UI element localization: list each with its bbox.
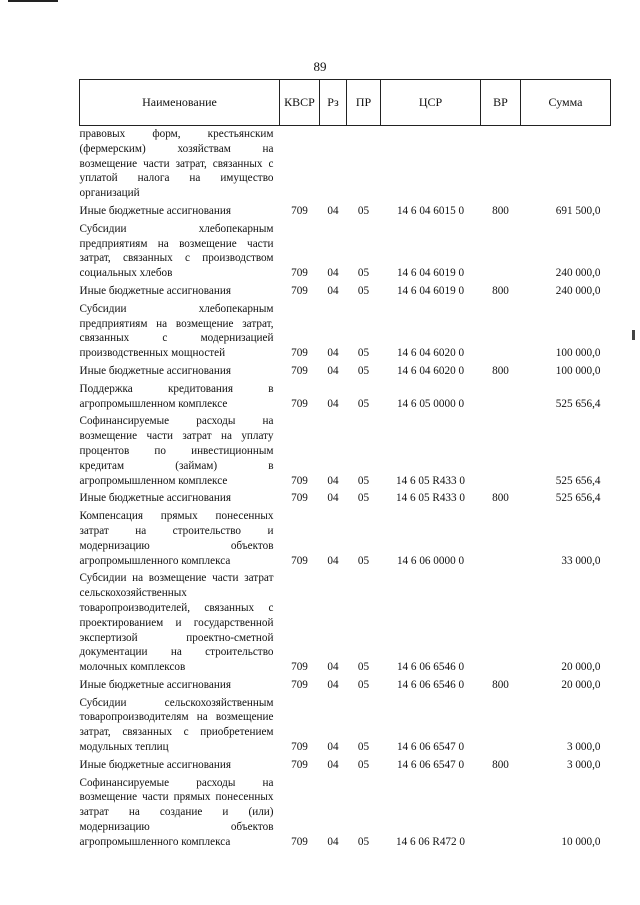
cell-vr — [481, 695, 521, 757]
table-header — [80, 80, 611, 126]
cell-sum: 10 000,0 — [561, 835, 601, 848]
header-sum: Сумма — [521, 80, 611, 126]
cell-kvsr: 709 — [291, 284, 308, 297]
cell-sum: 525 656,4 — [555, 492, 601, 505]
cell-sum: 525 656,4 — [555, 397, 601, 410]
cell-csr: 14 6 05 R433 0 — [396, 474, 465, 487]
cell-csr: 14 6 06 6547 0 — [396, 741, 465, 754]
cell-kvsr: 709 — [291, 492, 308, 505]
cell-csr: 14 6 05 0000 0 — [396, 397, 465, 410]
cell-csr: 14 6 06 6546 0 — [396, 678, 465, 691]
cell-name: Компенсация прямых понесенных затрат на строительство и модернизацию объектов агропромышленного комплекса — [79, 510, 274, 567]
table-row — [80, 363, 611, 381]
cell-sum: 240 000,0 — [555, 284, 601, 297]
cell-csr: 14 6 06 0000 0 — [396, 554, 465, 567]
cell-pr: 05 — [357, 347, 370, 360]
cell-sum: 20 000,0 — [561, 661, 601, 674]
cell-vr: 800 — [492, 492, 509, 505]
cell-pr: 05 — [357, 267, 370, 280]
cell-csr: 14 6 04 6019 0 — [396, 284, 465, 297]
header-csr: ЦСР — [381, 80, 481, 126]
cell-csr: 14 6 05 R433 0 — [396, 492, 465, 505]
cell-name: Иные бюджетные ассигнования — [79, 364, 231, 377]
table-row — [80, 757, 611, 775]
table-body — [80, 126, 611, 852]
cell-kvsr: 709 — [291, 397, 308, 410]
cell-rz: 04 — [327, 741, 339, 754]
cell-kvsr — [280, 126, 320, 203]
table-row — [80, 203, 611, 221]
cell-kvsr: 709 — [291, 347, 308, 360]
cell-csr: 14 6 06 6547 0 — [396, 758, 465, 771]
cell-kvsr: 709 — [291, 364, 308, 377]
cell-kvsr: 709 — [291, 741, 308, 754]
cell-csr: 14 6 04 6019 0 — [396, 267, 465, 280]
cell-kvsr: 709 — [291, 835, 308, 848]
cell-name: Софинансируемые расходы на возмещение части затрат на уплату процентов по инвестиционным кредитам (займам) в агропромышленном комплексе — [79, 415, 274, 487]
page-number: 89 — [313, 59, 327, 74]
cell-vr — [481, 301, 521, 363]
table-row — [80, 413, 611, 490]
cell-sum: 100 000,0 — [555, 347, 601, 360]
cell-name: Иные бюджетные ассигнования — [79, 204, 231, 217]
cell-rz — [320, 126, 347, 203]
cell-pr: 05 — [357, 661, 370, 674]
cell-kvsr: 709 — [291, 267, 308, 280]
cell-sum — [521, 126, 611, 203]
cell-rz: 04 — [327, 474, 339, 487]
cell-sum: 240 000,0 — [555, 267, 601, 280]
cell-rz: 04 — [327, 267, 339, 280]
cell-csr: 14 6 04 6020 0 — [396, 364, 465, 377]
cell-rz: 04 — [327, 364, 339, 377]
cell-pr: 05 — [357, 397, 370, 410]
cell-name: Софинансируемые расходы на возмещение части прямых понесенных затрат на создание и (или) модернизацию объектов агропромышленного комплекса — [79, 776, 274, 848]
cell-vr — [481, 381, 521, 414]
header-pr: ПР — [347, 80, 381, 126]
cell-vr — [481, 413, 521, 490]
cell-pr: 05 — [357, 284, 370, 297]
cell-pr: 05 — [357, 678, 370, 691]
cell-pr: 05 — [357, 554, 370, 567]
cell-sum: 20 000,0 — [561, 678, 601, 691]
table-row — [80, 677, 611, 695]
table-row — [80, 283, 611, 301]
cell-pr: 05 — [357, 835, 370, 848]
table-row — [80, 775, 611, 852]
cell-kvsr: 709 — [291, 758, 308, 771]
cell-pr: 05 — [357, 364, 370, 377]
cell-sum: 100 000,0 — [555, 364, 601, 377]
cell-kvsr: 709 — [291, 661, 308, 674]
cell-vr — [481, 221, 521, 283]
cell-rz: 04 — [327, 347, 339, 360]
cell-name: Субсидии сельскохозяйственным товаропроизводителям на возмещение затрат, связанных с приобретением модульных теплиц — [79, 696, 274, 754]
cell-rz: 04 — [327, 284, 339, 297]
top-rule — [8, 0, 58, 2]
cell-vr: 800 — [492, 284, 509, 297]
cell-kvsr: 709 — [291, 554, 308, 567]
cell-rz: 04 — [327, 758, 339, 771]
cell-sum: 525 656,4 — [555, 474, 601, 487]
scan-edge-mark — [632, 330, 635, 340]
cell-name: Субсидии хлебопекарным предприятиям на возмещение части затрат, связанных с производством социальных хлебов — [79, 222, 274, 280]
cell-csr: 14 6 04 6020 0 — [396, 347, 465, 360]
header-name: Наименование — [80, 80, 280, 126]
cell-pr — [347, 126, 381, 203]
cell-kvsr: 709 — [291, 678, 308, 691]
cell-sum: 33 000,0 — [561, 554, 601, 567]
cell-rz: 04 — [327, 678, 339, 691]
cell-kvsr: 709 — [291, 474, 308, 487]
table-row — [80, 695, 611, 757]
cell-name: правовых форм, крестьянским (фермерским) хозяйствам на возмещение части затрат, связанных с уплатой налога на имущество организаций — [79, 128, 274, 200]
cell-kvsr: 709 — [291, 204, 308, 217]
cell-rz: 04 — [327, 397, 339, 410]
header-rz: Рз — [320, 80, 347, 126]
cell-vr: 800 — [492, 758, 509, 771]
cell-pr: 05 — [357, 474, 370, 487]
table-row — [80, 490, 611, 508]
table-row — [80, 508, 611, 570]
cell-name: Иные бюджетные ассигнования — [79, 678, 231, 691]
cell-rz: 04 — [327, 835, 339, 848]
cell-name: Иные бюджетные ассигнования — [79, 492, 231, 505]
cell-vr — [481, 126, 521, 203]
header-kvsr: КВСР — [280, 80, 320, 126]
cell-name: Субсидии на возмещение части затрат сельскохозяйственных товаропроизводителей, связанных с проектированием и государственной экспертизой проектно-сметной документации на строительство молочных комплексов — [79, 572, 274, 674]
cell-csr: 14 6 04 6015 0 — [396, 204, 465, 217]
cell-name: Иные бюджетные ассигнования — [79, 284, 231, 297]
cell-rz: 04 — [327, 554, 339, 567]
table-row — [80, 570, 611, 677]
cell-pr: 05 — [357, 492, 370, 505]
cell-rz: 04 — [327, 204, 339, 217]
cell-rz: 04 — [327, 661, 339, 674]
cell-name: Поддержка кредитования в агропромышленном комплексе — [79, 382, 274, 410]
cell-sum: 3 000,0 — [566, 758, 601, 771]
cell-vr — [481, 570, 521, 677]
cell-sum: 3 000,0 — [566, 741, 601, 754]
cell-vr: 800 — [492, 204, 509, 217]
cell-csr: 14 6 06 6546 0 — [396, 661, 465, 674]
cell-pr: 05 — [357, 758, 370, 771]
cell-rz: 04 — [327, 492, 339, 505]
table-row — [80, 126, 611, 203]
cell-vr: 800 — [492, 364, 509, 377]
table-row — [80, 381, 611, 414]
cell-pr: 05 — [357, 741, 370, 754]
budget-table — [79, 79, 611, 852]
cell-name: Иные бюджетные ассигнования — [79, 758, 231, 771]
cell-pr: 05 — [357, 204, 370, 217]
cell-csr — [381, 126, 481, 203]
header-vr: ВР — [481, 80, 521, 126]
table-row — [80, 221, 611, 283]
cell-vr — [481, 775, 521, 852]
cell-name: Субсидии хлебопекарным предприятиям на возмещение затрат, связанных с модернизацией производственных мощностей — [79, 302, 274, 360]
cell-vr: 800 — [492, 678, 509, 691]
cell-vr — [481, 508, 521, 570]
cell-sum: 691 500,0 — [555, 204, 601, 217]
table-row — [80, 301, 611, 363]
cell-csr: 14 6 06 R472 0 — [396, 835, 465, 848]
